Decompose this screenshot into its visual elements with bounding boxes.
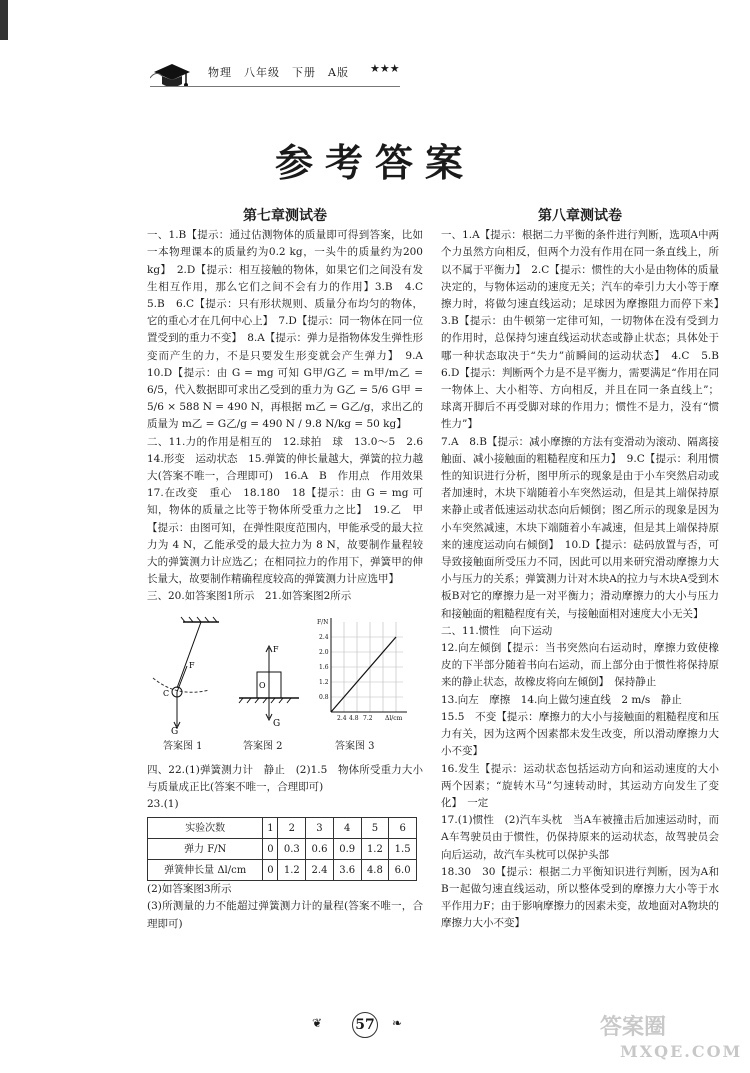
svg-text:2.0: 2.0	[319, 648, 329, 656]
figure3-caption: 答案图 3	[335, 740, 375, 752]
svg-text:F/N: F/N	[317, 618, 329, 626]
answer-paragraph: 18.30 30【提示：根据二力平衡知识进行判断，因为A和B一起做匀速直线运动，所以整体受到的摩擦力大小等于水平作用力F；由于影响摩擦力的因素未变，故地面对A物块的摩擦力大小不变】	[441, 865, 719, 930]
answer-paragraph: 二、11.惯性 向下运动	[441, 624, 553, 637]
left-column	[147, 208, 434, 933]
right-column	[441, 208, 730, 933]
binder-mark	[0, 0, 8, 40]
answer-paragraph: 二、11.力的作用是相互的 12.球拍 球 13.0～5 2.6 14.形变 运动状态 15.弹簧的伸长量越大，弹簧的拉力越大(答案不唯一，合理即可) 16.A B 作用点 作用效果 17.在改变 重心 18.180 18【提示：由 G = mg 可知，物体的质量之比等于物体所受重力之比】 19.乙 甲【提示：由图可知，在弹性限度范围内，甲能承受的最大拉力为 4 N，乙能承受的最大拉力为 8 N，故要制作量程较大的弹簧测力计应选乙；在相同拉力的作用下，弹簧甲的伸长量大，故要制作精确程度较高的弹簧测力计应选甲】	[147, 435, 434, 586]
answer-paragraph: 13.向左 摩擦 14.向上做匀速直线 2 m/s 静止	[441, 693, 682, 706]
svg-text:0.8: 0.8	[319, 693, 329, 701]
figure2-caption: 答案图 2	[243, 740, 283, 752]
svg-text:1.2: 1.2	[319, 678, 329, 686]
svg-text:G: G	[171, 726, 179, 736]
answer-paragraph: (2)如答案图3所示	[147, 883, 232, 896]
svg-text:O: O	[259, 680, 266, 690]
answer-paragraph: 17.(1)惯性 (2)汽车头枕 当A车被撞击后加速运动时，而A车驾驶员由于惯性，仍保持原来的运动状态，故驾驶员会向后运动，故汽车头枕可以保护头部	[441, 814, 719, 861]
header-subject-text: 物理 八年级 下册 A版	[208, 66, 349, 79]
svg-text:G: G	[273, 718, 281, 728]
table-row: 弹力 F/N 0 0.3 0.6 0.9 1.2 1.5	[148, 839, 417, 860]
leaf-ornament-icon: ❧	[392, 1016, 403, 1030]
leaf-ornament-icon: ❦	[312, 1016, 323, 1030]
header-divider	[150, 86, 400, 87]
answer-paragraph: 四、22.(1)弹簧测力计 静止 (2)1.5 物体所受重力大小与质量成正比(答案不唯一，合理即可)	[147, 763, 423, 793]
svg-text:F: F	[273, 644, 279, 654]
answer-paragraph: 7.A 8.B【提示：减小摩擦的方法有变滑动为滚动、隔离接触面、减小接触面的粗糙程度和压力】 9.C【提示：利用惯性的知识进行分析，图甲所示的现象是由于小车突然启动或者加速时，木块下端随着小车突然运动，但是其上端保持原来静止或者低速运动状态向后倾倒；图乙所示的现象是因为小车突然减速，木块下端随着小车减速，但是其上端保持原来的速度运动向右倾倒】 10.D【提示：砝码放置与否，可导致接触面所受压力不同，因此可以用来研究滑动摩擦力大小与压力的关系；弹簧测力计对木块A的拉力与木块A受到木板B对它的摩擦力是一对平衡力；滑动摩擦力的大小与压力和接触面的粗糙程度有关，与接触面相对速度大小无关】	[441, 435, 719, 620]
experiment-table	[147, 817, 417, 881]
page-header	[150, 58, 450, 88]
svg-text:2.4: 2.4	[337, 714, 347, 722]
answer-paragraph: (3)所测量的力不能超过弹簧测力计的量程(答案不唯一，合理即可)	[147, 900, 423, 930]
answer-paragraph: 三、20.如答案图1所示 21.如答案图2所示	[147, 590, 352, 603]
answer-paragraph: 23.(1)	[147, 798, 179, 811]
graph-figure	[313, 612, 413, 732]
watermark-logo: 答案圈	[600, 1014, 667, 1040]
figure1-caption: 答案图 1	[163, 740, 203, 752]
answer-paragraph: 一、1.A【提示：根据二力平衡的条件进行判断，选项A中两个力虽然方向相反，但两个力没有作用在同一条直线上，所以不属于平衡力】 2.C【提示：惯性的大小是由物体的质量决定的，与物体运动的速度无关；汽车的牵引力大小等于摩擦力时，将做匀速直线运动；足球因为摩擦阻力而停下来】 3.B【提示：由牛顿第一定律可知，一切物体在没有受到力的作用时，总保持匀速直线运动状态或静止状态；具体处于哪一种状态取决于“失力”前瞬间的运动状态】 4.C 5.B 6.D【提示：判断两个力是不是平衡力，需要满足“作用在同一物体上、大小相等、方向相反，并且在同一条直线上”；球离开脚后不再受脚对球的作用力；惯性不是力，没有“惯性力”】	[441, 229, 730, 431]
svg-text:4.8: 4.8	[349, 714, 359, 722]
svg-text:C: C	[163, 688, 170, 698]
page-title: 参考答案	[274, 140, 475, 185]
pendulum-figure	[149, 616, 227, 736]
svg-text:Δl/cm: Δl/cm	[385, 714, 403, 722]
svg-text:2.4: 2.4	[319, 633, 329, 641]
watermark-url: MXQE.COM	[620, 1042, 743, 1061]
answer-paragraph: 12.向左倾倒【提示：当书突然向右运动时，摩擦力致使橡皮的下半部分随着书向右运动，而上部分由于惯性将保持原来的静止状态，故橡皮将向左倾倒】 保持静止	[441, 642, 719, 689]
table-row: 实验次数 1 2 3 4 5 6	[148, 818, 417, 839]
star-icon: ★★★	[370, 62, 400, 75]
svg-text:7.2: 7.2	[363, 714, 373, 722]
answer-paragraph: 一、1.B【提示：通过估测物体的质量即可得到答案，比如一本物理课本的质量约为0.2 kg，一头牛的质量约为200 kg】 2.D【提示：相互接触的物体，如果它们之间没有发生相互作用，那么它们之间不会有力的作用】3.B 4.C 5.B 6.C【提示：只有形状规则、质量分布均匀的物体，它的重心才在几何中心上】 7.D【提示：同一物体在同一位置受到的重力不变】 8.A【提示：弹力是指物体发生弹性形变而产生的力，不是只要发生形变就会产生弹力】 9.A 10.D【提示：由 G = mg 可知 G甲/G乙 = m甲/m乙 = 6/5，代入数据即可求出乙受到的重力为 G乙 = 5/6 G甲 = 5/6 × 588 N = 490 N，再根据 m乙 = G乙/g，求出乙的质量为 m乙 = G乙/g = 490 N / 9.8 N/kg = 50 kg】	[147, 229, 434, 431]
block-figure	[235, 618, 305, 728]
svg-text:1.6: 1.6	[319, 663, 329, 671]
table-row: 弹簧伸长量 Δl/cm 0 1.2 2.4 3.6 4.8 6.0	[148, 860, 417, 881]
page-number: 57	[352, 1012, 378, 1038]
answer-figures	[147, 612, 423, 762]
answer-paragraph: 15.5 不变【提示：摩擦力的大小与接触面的粗糙程度和压力有关，因为这两个因素都未发生改变，所以滑动摩擦力大小不变】	[441, 710, 719, 758]
chapter8-heading: 第八章测试卷	[538, 208, 622, 224]
answer-paragraph: 16.发生【提示：运动状态包括运动方向和运动速度的大小两个因素；“旋转木马”匀速转动时，其运动方向发生了变化】 一定	[441, 762, 719, 809]
svg-text:F: F	[189, 660, 195, 670]
chapter7-heading: 第七章测试卷	[243, 208, 327, 224]
